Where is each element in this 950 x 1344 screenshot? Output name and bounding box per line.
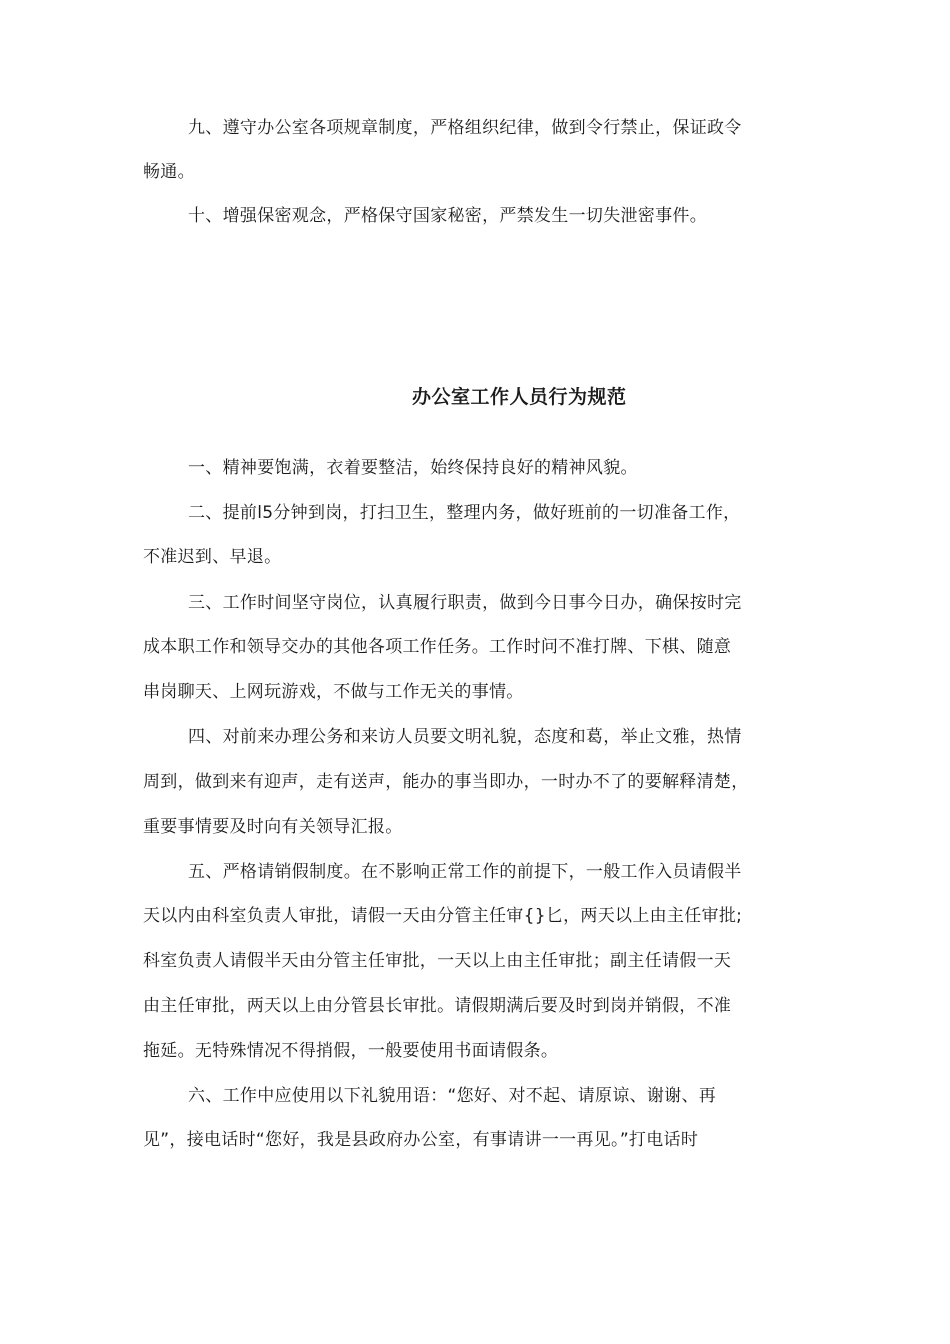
rule-5-line-4: 由主任审批，两天以上由分管县长审批。请假期满后要及时到岗并销假，不准 bbox=[143, 996, 732, 1016]
rule-4-line-1: 四、对前来办理公务和来访人员要文明礼貌，态度和葛，举止文雅，热情 bbox=[188, 727, 742, 747]
rule-2-line-1: 二、提前l5分钟到岗，打扫卫生，整理内务，做好班前的一切准备工作， bbox=[188, 503, 741, 523]
rule-5-line-2: 天以内由科室负责人审批，请假一天由分管主任审{}匕，两天以上由主任审批; bbox=[143, 906, 743, 926]
rule-9-line-2: 畅通。 bbox=[143, 162, 195, 182]
section-title: 办公室工作人员行为规范 bbox=[412, 386, 627, 408]
rule-5-line-1: 五、严格请销假制度。在不影响正常工作的前提下，一般工作入员请假半 bbox=[188, 862, 742, 882]
rule-4-line-2: 周到，做到来有迎声，走有送声，能办的事当即办，一时办不了的要解释清楚， bbox=[143, 772, 749, 792]
rule-1: 一、精神要饱满，衣着要整洁，始终保持良好的精神风貌。 bbox=[188, 458, 638, 478]
rule-4-line-3: 重要事情要及时向有关领导汇报。 bbox=[143, 817, 403, 837]
rule-3-line-2: 成本职工作和领导交办的其他各项工作任务。工作时问不准打牌、下棋、随意 bbox=[143, 637, 732, 657]
rule-10: 十、增强保密观念，严格保守国家秘密，严禁发生一切失泄密事件。 bbox=[188, 206, 707, 226]
rule-5-line-5: 拖延。无特殊情况不得捎假，一般要使用书面请假条。 bbox=[143, 1041, 559, 1061]
rule-6-line-1: 六、工作中应使用以下礼貌用语：“您好、对不起、请原谅、谢谢、再 bbox=[188, 1086, 717, 1106]
rule-3-line-1: 三、工作时间坚守岗位，认真履行职责，做到今日事今日办，确保按时完 bbox=[188, 593, 742, 613]
rule-3-line-3: 串岗聊天、上网玩游戏，不做与工作无关的事情。 bbox=[143, 682, 524, 702]
rule-2-line-2: 不准迟到、早退。 bbox=[143, 547, 282, 567]
rule-9-line-1: 九、遵守办公室各项规章制度，严格组织纪律，做到令行禁止，保证政令 bbox=[188, 118, 742, 138]
rule-5-line-3: 科室负责人请假半天由分管主任审批，一天以上由主任审批；副主任请假一天 bbox=[143, 951, 732, 971]
rule-6-line-2: 见”，接电话时“您好，我是县政府办公室，有事请讲一一再见。”打电话时 bbox=[143, 1130, 699, 1150]
